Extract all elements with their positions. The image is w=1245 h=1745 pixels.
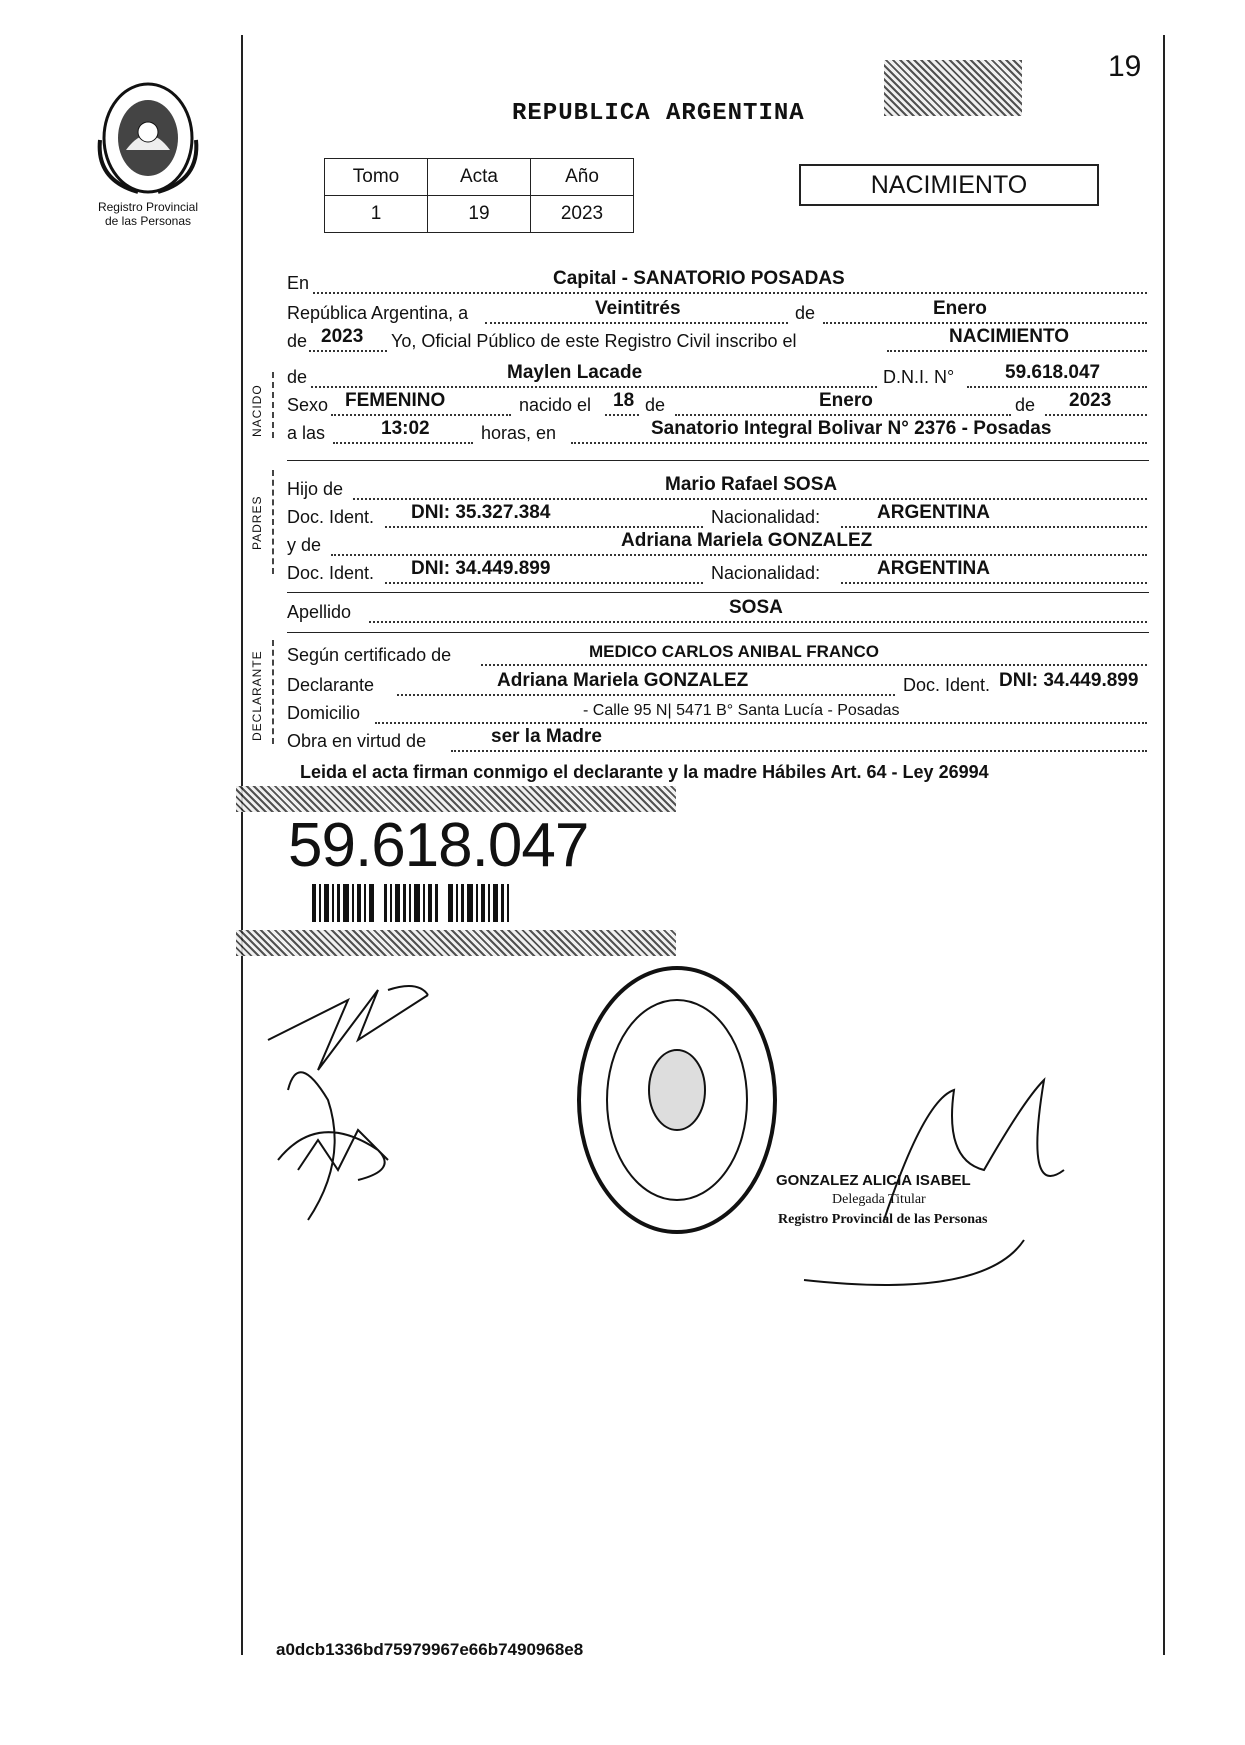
nacido-bracket xyxy=(272,372,274,438)
row-nombre xyxy=(287,362,1149,390)
row-inscripcion xyxy=(287,326,1149,354)
row-doc-madre xyxy=(287,558,1149,586)
value-lugar-inscripcion: Capital - SANATORIO POSADAS xyxy=(553,268,845,289)
section-declarante: DECLARANTE xyxy=(250,650,264,741)
label-republica: República Argentina, a xyxy=(287,303,469,323)
value-domicilio: - Calle 95 N| 5471 B° Santa Lucía - Posadas xyxy=(583,702,900,719)
dotted-fill xyxy=(887,350,1147,352)
security-band-bottom xyxy=(236,930,676,956)
declarant-signature xyxy=(258,960,458,1230)
label-de2: de xyxy=(287,331,308,351)
label-yde: y de xyxy=(287,535,322,555)
row-hora xyxy=(287,418,1149,446)
dotted-fill xyxy=(333,442,473,444)
label-nac2: Nacionalidad: xyxy=(711,563,821,583)
dotted-fill xyxy=(313,292,1147,294)
label-de4: de xyxy=(645,395,666,415)
row-obra xyxy=(287,726,1149,754)
registry-name-line1: Registro Provincial xyxy=(97,200,199,214)
label-domicilio: Domicilio xyxy=(287,703,361,723)
section-divider xyxy=(287,460,1149,461)
row-certificado xyxy=(287,640,1149,668)
section-nacido: NACIDO xyxy=(250,384,264,437)
record-table-header xyxy=(325,159,634,196)
label-obra: Obra en virtud de xyxy=(287,731,427,751)
value-acta: 19 xyxy=(428,196,531,233)
header-anio: Año xyxy=(531,159,634,196)
header-tomo: Tomo xyxy=(325,159,428,196)
padres-bracket xyxy=(272,470,274,574)
header-acta: Acta xyxy=(428,159,531,196)
value-madre: Adriana Mariela GONZALEZ xyxy=(621,530,873,551)
dotted-fill xyxy=(385,582,703,584)
dotted-fill xyxy=(311,386,877,388)
value-nac-dia: 18 xyxy=(613,390,635,411)
label-doc3: Doc. Ident. xyxy=(903,675,991,695)
record-table xyxy=(324,158,634,233)
left-margin-line xyxy=(241,35,243,1655)
dotted-fill xyxy=(451,750,1147,752)
value-declarante: Adriana Mariela GONZALEZ xyxy=(497,670,749,691)
value-certificado: MEDICO CARLOS ANIBAL FRANCO xyxy=(589,642,879,661)
dotted-fill xyxy=(1045,414,1147,416)
row-padre xyxy=(287,474,1149,502)
row-apellido xyxy=(287,597,1149,625)
page-number: 19 xyxy=(1108,50,1142,83)
signatory-office: Registro Provincial de las Personas xyxy=(778,1212,988,1227)
row-domicilio xyxy=(287,698,1149,726)
label-horas: horas, en xyxy=(481,423,557,443)
value-anio: 2023 xyxy=(321,326,364,347)
security-band-top xyxy=(236,786,676,812)
label-nac1: Nacionalidad: xyxy=(711,507,821,527)
dotted-fill xyxy=(481,664,1147,666)
dotted-fill xyxy=(309,350,387,352)
value-anio: 2023 xyxy=(531,196,634,233)
value-nac-mes: Enero xyxy=(819,390,873,411)
label-de5: de xyxy=(1015,395,1036,415)
provincial-seal-icon xyxy=(88,80,208,195)
dotted-fill xyxy=(967,386,1147,388)
dotted-fill xyxy=(675,414,1011,416)
row-fecha xyxy=(287,298,1149,326)
value-doc1: DNI: 35.327.384 xyxy=(411,502,551,523)
label-en: En xyxy=(287,273,310,293)
label-certificado: Según certificado de xyxy=(287,645,452,665)
value-mes: Enero xyxy=(933,298,987,319)
dotted-fill xyxy=(605,414,639,416)
declarante-bracket xyxy=(272,640,274,744)
value-dni: 59.618.047 xyxy=(1005,362,1101,383)
signatory-role: Delegada Titular xyxy=(832,1192,926,1207)
row-madre xyxy=(287,530,1149,558)
registry-name-line2: de las Personas xyxy=(104,214,192,228)
dotted-fill xyxy=(397,694,895,696)
value-lugar-nacimiento: Sanatorio Integral Bolivar N° 2376 - Posadas xyxy=(651,418,1052,439)
value-doc2: DNI: 34.449.899 xyxy=(411,558,551,579)
label-hijo: Hijo de xyxy=(287,479,344,499)
dotted-fill xyxy=(331,554,1147,556)
value-hora: 13:02 xyxy=(381,418,430,439)
label-declarante: Declarante xyxy=(287,675,375,695)
label-de: de xyxy=(795,303,816,323)
label-sexo: Sexo xyxy=(287,395,329,415)
section-divider xyxy=(287,592,1149,593)
value-tomo: 1 xyxy=(325,196,428,233)
dotted-fill xyxy=(331,414,511,416)
label-doc1: Doc. Ident. xyxy=(287,507,375,527)
right-margin-line xyxy=(1163,35,1165,1655)
row-doc-padre xyxy=(287,502,1149,530)
value-nac1: ARGENTINA xyxy=(877,502,990,523)
page-title: REPUBLICA ARGENTINA xyxy=(512,100,805,127)
dotted-fill xyxy=(485,322,788,324)
value-padre: Mario Rafael SOSA xyxy=(665,474,838,495)
value-dia: Veintitrés xyxy=(595,298,681,319)
dotted-fill xyxy=(841,526,1147,528)
value-inscribe: NACIMIENTO xyxy=(949,326,1069,347)
value-nac2: ARGENTINA xyxy=(877,558,990,579)
dotted-fill xyxy=(353,498,1147,500)
registry-logo xyxy=(88,80,208,228)
security-stamp xyxy=(884,60,1022,116)
label-dni: D.N.I. N° xyxy=(883,367,955,387)
label-doc2: Doc. Ident. xyxy=(287,563,375,583)
dotted-fill xyxy=(369,621,1147,623)
row-sexo xyxy=(287,390,1149,418)
value-nac-anio: 2023 xyxy=(1069,390,1112,411)
label-nacido-el: nacido el xyxy=(519,395,592,415)
document-hash: a0dcb1336bd75979967e66b7490968e8 xyxy=(276,1640,584,1659)
value-sexo: FEMENINO xyxy=(345,390,446,411)
value-doc3: DNI: 34.449.899 xyxy=(999,670,1139,691)
signatory-name: GONZALEZ ALICIA ISABEL xyxy=(776,1172,971,1189)
registry-round-stamp xyxy=(572,960,782,1240)
dni-large-number: 59.618.047 xyxy=(288,811,589,880)
record-table-row xyxy=(325,196,634,233)
value-obra: ser la Madre xyxy=(491,726,602,747)
label-oficial: Yo, Oficial Público de este Registro Civil inscribo el xyxy=(391,331,797,351)
dotted-fill xyxy=(841,582,1147,584)
section-padres: PADRES xyxy=(250,495,264,550)
dotted-fill xyxy=(823,322,1147,324)
section-divider xyxy=(287,632,1149,633)
row-en xyxy=(287,268,1149,296)
dotted-fill xyxy=(571,442,1147,444)
document-type: NACIMIENTO xyxy=(799,164,1099,206)
value-nombre: Maylen Lacade xyxy=(507,362,643,383)
dotted-fill xyxy=(385,526,703,528)
barcode xyxy=(312,884,512,922)
label-de3: de xyxy=(287,367,308,387)
closing-note: Leida el acta firman conmigo el declarante y la madre Hábiles Art. 64 - Ley 26994 xyxy=(300,762,989,782)
row-declarante xyxy=(287,670,1149,698)
label-apellido: Apellido xyxy=(287,602,352,622)
label-alas: a las xyxy=(287,423,326,443)
value-apellido: SOSA xyxy=(729,597,783,618)
dotted-fill xyxy=(375,722,1147,724)
